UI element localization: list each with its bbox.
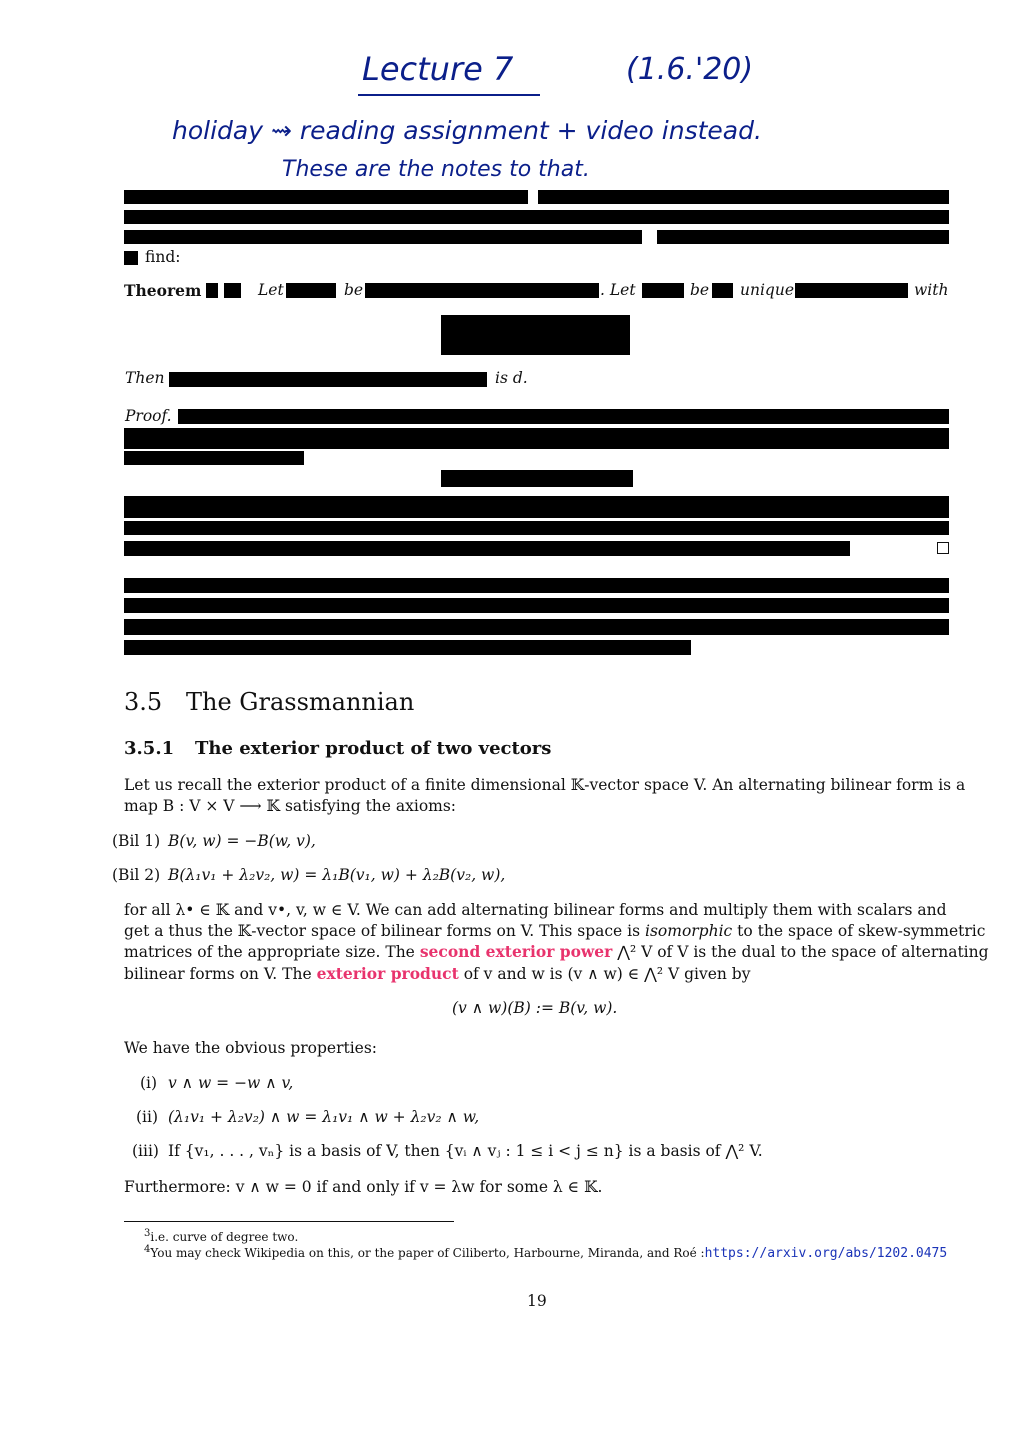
redaction-bar bbox=[642, 283, 684, 298]
redaction-bar bbox=[124, 210, 949, 224]
footnote-rule bbox=[124, 1221, 454, 1222]
redaction-bar bbox=[224, 283, 241, 298]
is-d-text: is d. bbox=[495, 369, 528, 387]
page-number: 19 bbox=[527, 1292, 547, 1310]
redaction-bar bbox=[124, 428, 949, 449]
redaction-bar bbox=[124, 496, 949, 518]
redaction-display bbox=[441, 315, 630, 355]
redaction-bar bbox=[365, 283, 599, 298]
qed-square bbox=[937, 542, 949, 554]
text-span: to the space of skew-symmetric bbox=[737, 922, 986, 940]
theorem-be-2: be bbox=[690, 281, 710, 299]
handwritten-date: (1.6.'20) bbox=[626, 52, 754, 87]
paragraph-line: map B : V × V ⟶ 𝕂 satisfying the axioms: bbox=[124, 797, 457, 815]
then-text: Then bbox=[125, 369, 165, 387]
text-span: bilinear forms on V. The bbox=[124, 965, 312, 983]
footnote-text: You may check Wikipedia on this, or the paper of Ciliberto, Harbourne, Miranda, and Roé : bbox=[150, 1246, 705, 1260]
redaction-bar bbox=[124, 640, 691, 655]
redaction-bar bbox=[124, 619, 949, 635]
list-label: (iii) bbox=[132, 1142, 159, 1160]
text-span: of v and w is (v ∧ w) ∈ ⋀² V given by bbox=[463, 965, 751, 983]
keyword-second-exterior-power: second exterior power bbox=[419, 942, 613, 961]
list-item: If {v₁, . . . , vₙ} is a basis of V, then {vᵢ ∧ vⱼ : 1 ≤ i < j ≤ n} is a basis of ⋀² V. bbox=[168, 1142, 763, 1160]
redaction-bar bbox=[795, 283, 908, 298]
paragraph-line bbox=[124, 941, 989, 963]
redaction-bar bbox=[206, 283, 218, 298]
handwritten-underline bbox=[358, 94, 540, 96]
paragraph-line bbox=[124, 963, 751, 985]
paragraph-line: We have the obvious properties: bbox=[124, 1039, 378, 1057]
keyword-exterior-product: exterior product bbox=[316, 964, 459, 983]
axiom-label: (Bil 2) bbox=[112, 866, 161, 884]
redaction-bar bbox=[124, 541, 850, 556]
section-title: The Grassmannian bbox=[186, 688, 415, 716]
display-equation: (v ∧ w)(B) := B(v, w). bbox=[452, 999, 618, 1017]
theorem-let: Let bbox=[258, 281, 284, 299]
redaction-bar bbox=[286, 283, 336, 298]
redaction-bar bbox=[124, 578, 949, 593]
footnote-mark: 4 bbox=[144, 1244, 151, 1255]
axiom-formula: B(λ₁v₁ + λ₂v₂, w) = λ₁B(v₁, w) + λ₂B(v₂, w), bbox=[168, 866, 506, 884]
theorem-with: with bbox=[914, 281, 949, 299]
list-label: (ii) bbox=[136, 1108, 159, 1126]
handwritten-note-line2: These are the notes to that. bbox=[282, 157, 590, 182]
proof-label: Proof. bbox=[125, 407, 172, 425]
list-item: (λ₁v₁ + λ₂v₂) ∧ w = λ₁v₁ ∧ w + λ₂v₂ ∧ w, bbox=[168, 1108, 480, 1126]
redaction-bar bbox=[712, 283, 733, 298]
redaction-bar bbox=[124, 598, 949, 613]
handwritten-lecture-title: Lecture 7 bbox=[362, 50, 514, 88]
paragraph-line: for all λ• ∈ 𝕂 and v•, v, w ∈ V. We can add alternating bilinear forms and multiply them with scalars and bbox=[124, 901, 947, 919]
redaction-bar bbox=[124, 521, 949, 535]
footnote-mark: 3 bbox=[144, 1228, 151, 1239]
arxiv-link[interactable]: https://arxiv.org/abs/1202.0475 bbox=[704, 1246, 948, 1261]
handwritten-note-line1: holiday ⇝ reading assignment + video instead. bbox=[172, 116, 762, 145]
paragraph-line: Furthermore: v ∧ w = 0 if and only if v = λw for some λ ∈ 𝕂. bbox=[124, 1178, 603, 1196]
redaction-bar bbox=[124, 230, 642, 244]
text-span: matrices of the appropriate size. The bbox=[124, 943, 415, 961]
theorem-unique: unique bbox=[740, 281, 795, 299]
italic-term: isomorphic bbox=[645, 922, 733, 940]
subsection-number: 3.5.1 bbox=[124, 738, 175, 759]
section-number: 3.5 bbox=[124, 688, 163, 716]
redaction-bar bbox=[124, 251, 138, 265]
subsection-title: The exterior product of two vectors bbox=[195, 738, 552, 759]
text-span: ⋀² V of V is the dual to the space of alternating bbox=[617, 943, 989, 961]
redaction-bar bbox=[657, 230, 949, 244]
theorem-be: be bbox=[344, 281, 364, 299]
list-item: v ∧ w = −w ∧ v, bbox=[168, 1074, 294, 1092]
redaction-bar bbox=[124, 451, 304, 465]
redaction-bar bbox=[441, 470, 633, 487]
theorem-label: Theorem bbox=[124, 281, 202, 300]
paragraph-line: Let us recall the exterior product of a finite dimensional 𝕂-vector space V. An alternating bilinear form is a bbox=[124, 776, 966, 794]
find-text: find: bbox=[145, 248, 181, 266]
footnote-text: i.e. curve of degree two. bbox=[150, 1230, 299, 1244]
text-span: get a thus the 𝕂-vector space of bilinear forms on V. This space is bbox=[124, 922, 641, 940]
theorem-let-2: . Let bbox=[600, 281, 636, 299]
list-label: (i) bbox=[140, 1074, 158, 1092]
axiom-formula: B(v, w) = −B(w, v), bbox=[168, 832, 316, 850]
paragraph-line bbox=[124, 921, 985, 942]
redaction-bar bbox=[169, 372, 487, 387]
footnote-4 bbox=[144, 1242, 947, 1262]
redaction-bar bbox=[124, 190, 528, 204]
redaction-bar bbox=[178, 409, 949, 424]
redaction-bar bbox=[538, 190, 949, 204]
axiom-label: (Bil 1) bbox=[112, 832, 161, 850]
